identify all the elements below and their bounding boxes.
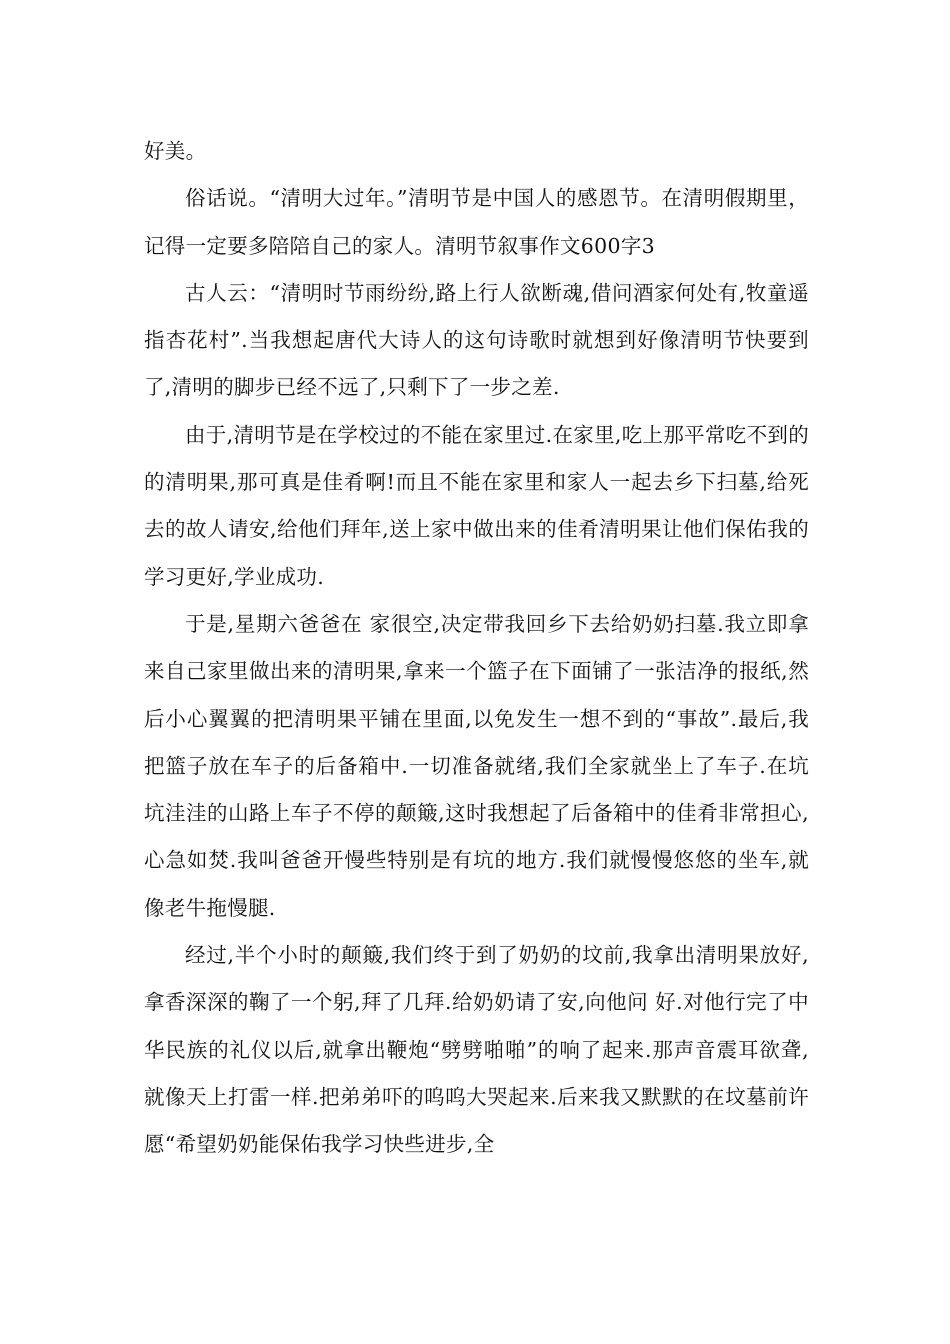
- paragraph-4: 由于,清明节是在学校过的不能在家里过.在家里,吃上那平常吃不到的的清明果,那可真是佳肴啊!而且不能在家里和家人一起去乡下扫墓,给死去的故人请安,给他们拜年,送上家中做出来的佳肴清明果让他们保佑我的学习更好,学业成功.: [144, 422, 809, 589]
- paragraph-5: 于是,星期六爸爸在 家很空,决定带我回乡下去给奶奶扫墓.我立即拿来自己家里做出来的清明果,拿来一个篮子在下面铺了一张洁净的报纸,然后小心翼翼的把清明果平铺在里面,以免发生一想不到的“事故”.最后,我把篮子放在车子的后备箱中.一切准备就绪,我们全家就坐上了车子.在坑坑洼洼的山路上车子不停的颠簸,这时我想起了后备箱中的佳肴非常担心,心急如焚.我叫爸爸开慢些特别是有坑的地方.我们就慢慢悠悠的坐车,就像老牛拖慢腿.: [144, 611, 809, 920]
- document-body: [144, 128, 809, 1169]
- paragraph-6: 经过,半个小时的颠簸,我们终于到了奶奶的坟前,我拿出清明果放好,拿香深深的鞠了一个躬,拜了几拜.给奶奶请了安,向他问 好.对他行完了中华民族的礼仪以后,就拿出鞭炮“劈劈啪啪”的响了起来.那声音震耳欲聋,就像天上打雷一样.把弟弟吓的呜呜大哭起来.后来我又默默的在坟墓前许愿“希望奶奶能保佑我学习快些进步,全: [144, 943, 809, 1157]
- paragraph-2: 俗话说。“清明大过年。”清明节是中国人的感恩节。在清明假期里，记得一定要多陪陪自己的家人。清明节叙事作文600字3: [144, 186, 809, 258]
- paragraph-1: 好美。: [144, 139, 207, 163]
- paragraph-3: 古人云：“清明时节雨纷纷,路上行人欲断魂,借问酒家何处有,牧童遥指杏花村”.当我想起唐代大诗人的这句诗歌时就想到好像清明节快要到了,清明的脚步已经不远了,只剩下了一步之差.: [144, 280, 809, 400]
